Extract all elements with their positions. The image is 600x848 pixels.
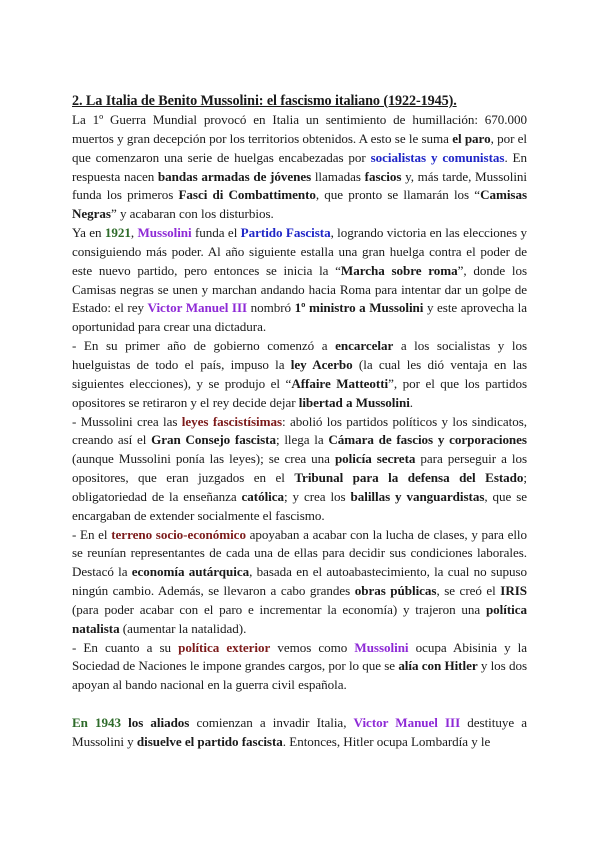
highlighted-term: Cámara de fascios y corporaciones (328, 432, 527, 448)
paragraph-3 (72, 337, 527, 412)
text-run: y este aprovecha la oportunidad para crear una dictadura. (72, 300, 527, 335)
highlighted-term: Mussolini (354, 639, 409, 655)
highlighted-term: Partido Fascista (240, 225, 331, 241)
highlighted-term: policía secreta (334, 451, 416, 467)
text-run: ; obligatoriedad de la enseñanza (72, 470, 527, 504)
highlighted-term: los aliados (128, 715, 190, 731)
highlighted-term: fascios (364, 168, 402, 184)
highlighted-term: En 1943 (72, 715, 122, 731)
text-run: a los socialistas y los huelguistas de todo el país, impuso la (72, 338, 527, 372)
highlighted-term: Victor Manuel III (353, 715, 461, 731)
text-run: ”, por el que los partidos opositores se retiraron y el rey decide dejar (72, 375, 527, 410)
text-run: . En respuesta nacen (72, 149, 527, 184)
highlighted-term: balillas y vanguardistas (350, 488, 485, 504)
text-run: . Entonces, Hitler ocupa Lombardía y le (282, 734, 491, 749)
text-run: ; llega la (275, 432, 329, 448)
text-run: ”, donde los Camisas negras se unen y marchan andando hacia Roma para intentar dar un golpe de Estado: el rey (72, 262, 527, 316)
highlighted-term: economía autárquica (131, 564, 250, 580)
text-run: y, más tarde, Mussolini funda los primeros (72, 168, 527, 203)
text-run: , que se encargaban de extender socialmente el fascismo. (72, 488, 527, 523)
text-run: (para poder acabar con el paro e incrementar la economía) y trajeron una (72, 601, 486, 617)
text-run: , se creó el (436, 583, 501, 599)
text-run: comienzan a invadir Italia, (189, 715, 354, 731)
text-run: Ya en (72, 225, 105, 241)
highlighted-term: política exterior (178, 639, 271, 655)
text-run: . (409, 394, 414, 410)
highlighted-term: disuelve el partido fascista (136, 734, 283, 749)
text-run: para perseguir a los opositores, que eran juzgados en el (72, 451, 527, 486)
text-run: (la cual les dió ventaja en las siguientes elecciones), y se produjo el “ (72, 356, 528, 391)
section-title: 2. La Italia de Benito Mussolini: el fascismo italiano (1922-1945). (72, 93, 457, 109)
text-run: ocupa Abisinia y la Sociedad de Naciones le impone grandes cargos, por lo que se (72, 639, 528, 674)
highlighted-term: terreno socio-económico (111, 526, 246, 542)
highlighted-term: libertad a Mussolini (298, 394, 410, 410)
highlighted-term: alía con Hitler (398, 658, 478, 674)
text-run: (aumentar la natalidad). (119, 620, 247, 636)
paragraph-spacer (72, 695, 527, 714)
highlighted-term: Gran Consejo fascista (151, 432, 276, 448)
paragraph-7 (72, 714, 527, 752)
highlighted-term: el paro (452, 130, 491, 146)
text-run: - Mussolini crea las (72, 413, 182, 429)
text-run: : abolió los partidos políticos y los sindicatos, creando así el (72, 413, 527, 448)
text-run: , logrando victoria en las elecciones y consiguiendo más poder. Al año siguiente estalla una gran huelga contra el poder de este nuevo partido, pero entonces se inicia la “ (72, 225, 527, 278)
highlighted-term: ley Acerbo (290, 356, 353, 372)
highlighted-term: Camisas Negras (72, 187, 527, 222)
highlighted-term: leyes fascistísimas (181, 413, 282, 429)
highlighted-term: 1º ministro a Mussolini (294, 300, 424, 316)
paragraph-5 (72, 526, 527, 639)
text-run: ; y crea los (284, 488, 351, 504)
text-run: vemos como (270, 639, 355, 655)
text-run: apoyaban a acabar con la lucha de clases, y para ello se reunían representantes de cada una de ellas para decidir sus condiciones laborales. Destacó la (72, 526, 528, 580)
highlighted-term: Tribunal para la defensa del Estado (294, 470, 524, 486)
text-run: (aunque Mussolini ponía las leyes); se crea una (72, 451, 335, 467)
text-run: - En cuanto a su (72, 639, 179, 655)
text-run: , basada en el autoabastecimiento, la cual no supuso ningún cambio. Además, se llevaron a cabo grandes (72, 564, 527, 599)
text-run: La 1º Guerra Mundial provocó en Italia un sentimiento de humillación: 670.000 muertos y gran decepción por los territorios obtenidos. A esto se le suma (72, 112, 527, 146)
highlighted-term: Victor Manuel III (147, 300, 248, 316)
text-run: nombró (247, 300, 295, 316)
text-run: - En su primer año de gobierno comenzó a (72, 338, 336, 354)
text-run: , que pronto se llamarán los “ (315, 187, 481, 203)
text-run: , por el que comenzaron una serie de huelgas encabezadas por (72, 130, 527, 165)
text-run: llamadas (311, 168, 365, 184)
highlighted-term: católica (241, 488, 285, 504)
highlighted-term: 1921 (104, 225, 131, 241)
text-run: destituye a Mussolini y (72, 715, 527, 749)
text-run: - En el (72, 526, 112, 542)
paragraph-6 (72, 639, 527, 696)
highlighted-term: Marcha sobre roma (340, 262, 458, 278)
paragraph-4 (72, 413, 527, 526)
text-run: funda el (191, 225, 241, 241)
highlighted-term: obras públicas (354, 583, 437, 599)
highlighted-term: Affaire Matteotti (291, 375, 389, 391)
highlighted-term: IRIS (500, 583, 528, 599)
paragraph-2 (72, 224, 527, 337)
paragraph-1 (72, 111, 527, 224)
text-run: ” y acabaran con los disturbios. (110, 206, 274, 222)
highlighted-term: Mussolini (137, 225, 192, 241)
text-run: y los dos apoyan al bando nacional en la guerra civil española. (72, 658, 527, 693)
document-body (72, 92, 527, 752)
highlighted-term: encarcelar (335, 338, 394, 354)
highlighted-term: socialistas y comunistas (370, 149, 505, 165)
text-run: , (130, 225, 138, 241)
paragraphs (72, 111, 527, 752)
highlighted-term: política natalista (72, 601, 527, 636)
highlighted-term: Fasci di Combattimento (178, 187, 316, 203)
highlighted-term: bandas armadas de jóvenes (157, 168, 312, 184)
